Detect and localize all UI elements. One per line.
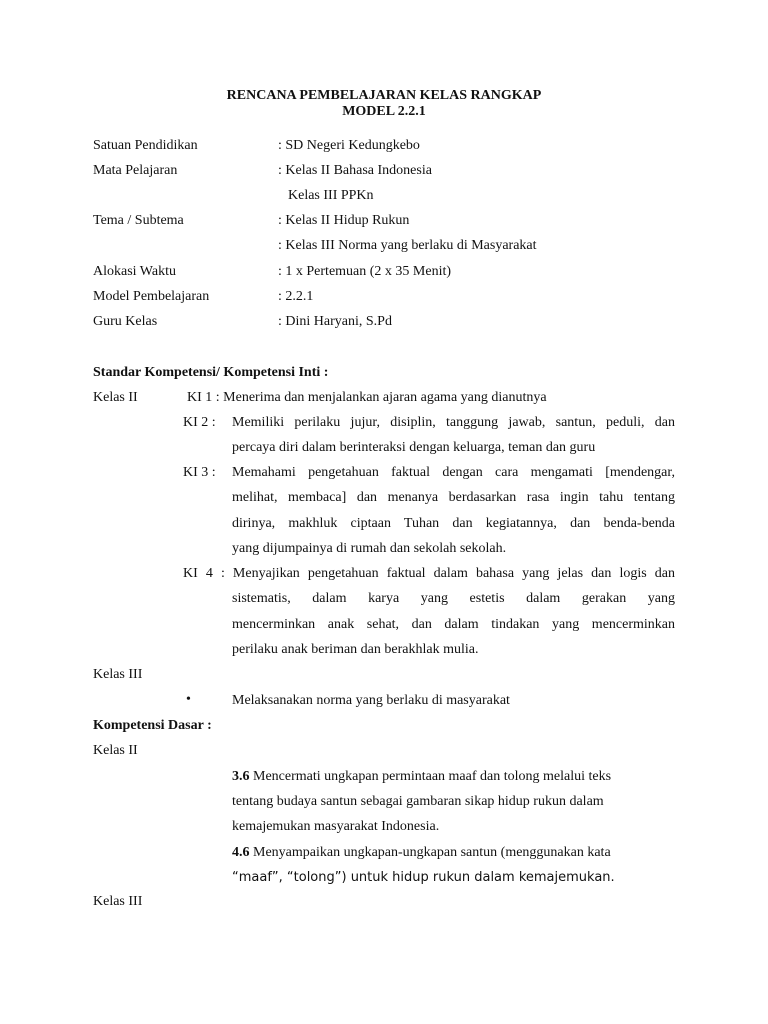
ki2-line-2: percaya diri dalam berinteraksi dengan keluarga, teman dan guru [232, 440, 596, 455]
ki4-line-2: sistematis, dalam karya yang estetis dalam gerakan yang [232, 591, 675, 606]
kd46-line-1 [232, 845, 611, 861]
alokasi-label: Alokasi Waktu [93, 264, 176, 279]
kd36-line-1 [232, 769, 611, 785]
kd46-line-2 [232, 870, 615, 886]
ki3-line-2: melihat, membaca] dan menanya berdasarkan rasa ingin tahu tentang [232, 490, 675, 505]
mapel-value-1: : Kelas II Bahasa Indonesia [278, 163, 432, 178]
model-value: : 2.2.1 [278, 289, 314, 304]
kd46-text-end: untuk hidup rukun dalam kemajemukan. [346, 870, 615, 885]
satuan-value: : SD Negeri Kedungkebo [278, 138, 420, 153]
kd46-text: Menyampaikan ungkapan-ungkapan santun (menggunakan kata [249, 845, 611, 860]
ki4-line-1: KI 4 : Menyajikan pengetahuan faktual dalam bahasa yang jelas dan logis dan [183, 566, 675, 581]
standar-kelas3-label: Kelas III [93, 667, 143, 682]
kelas3-ki-item: Melaksanakan norma yang berlaku di masyarakat [232, 693, 510, 708]
ki4-line-3: mencerminkan anak sehat, dan dalam tindakan yang mencerminkan [232, 617, 675, 632]
ki3-line-3: dirinya, makhluk ciptaan Tuhan dan kegiatannya, dan benda-benda [232, 516, 675, 531]
ki2-line-1: Memiliki perilaku jujur, disiplin, tanggung jawab, santun, peduli, dan [232, 415, 675, 430]
kd46-number: 4.6 [232, 845, 250, 860]
mapel-label: Mata Pelajaran [93, 163, 178, 178]
standar-heading: Standar Kompetensi/ Kompetensi Inti : [93, 365, 329, 380]
kd36-text: Mencermati ungkapan permintaan maaf dan tolong melalui teks [249, 769, 612, 784]
bullet-icon: • [186, 692, 191, 707]
kd-kelas2-label: Kelas II [93, 743, 138, 758]
document-subtitle: MODEL 2.2.1 [342, 104, 426, 119]
standar-kelas2-label: Kelas II [93, 390, 138, 405]
ki3-prefix: KI 3 : [183, 465, 216, 480]
alokasi-value: : 1 x Pertemuan (2 x 35 Menit) [278, 264, 452, 279]
ki2-prefix: KI 2 : [183, 415, 216, 430]
kd-kelas3-label: Kelas III [93, 894, 143, 909]
tema-value-2: : Kelas III Norma yang berlaku di Masyarakat [278, 238, 537, 253]
document-title: RENCANA PEMBELAJARAN KELAS RANGKAP [226, 88, 542, 103]
guru-value: : Dini Haryani, S.Pd [278, 314, 392, 329]
model-label: Model Pembelajaran [93, 289, 210, 304]
kd46-quoted-words: “maaf”, “tolong”) [232, 870, 347, 885]
guru-label: Guru Kelas [93, 314, 158, 329]
ki1-text: KI 1 : Menerima dan menjalankan ajaran agama yang dianutnya [187, 390, 547, 405]
kd36-line-3: kemajemukan masyarakat Indonesia. [232, 819, 440, 834]
ki4-line-4: perilaku anak beriman dan berakhlak mulia. [232, 642, 479, 657]
kd36-number: 3.6 [232, 769, 250, 784]
tema-value-1: : Kelas II Hidup Rukun [278, 213, 410, 228]
kd36-line-2: tentang budaya santun sebagai gambaran sikap hidup rukun dalam [232, 794, 604, 809]
kd-heading: Kompetensi Dasar : [93, 718, 212, 733]
mapel-value-2: Kelas III PPKn [288, 188, 374, 203]
satuan-label: Satuan Pendidikan [93, 138, 198, 153]
ki3-line-4: yang dijumpainya di rumah dan sekolah sekolah. [232, 541, 507, 556]
tema-label: Tema / Subtema [93, 213, 184, 228]
ki3-line-1: Memahami pengetahuan faktual dengan cara mengamati [mendengar, [232, 465, 675, 480]
